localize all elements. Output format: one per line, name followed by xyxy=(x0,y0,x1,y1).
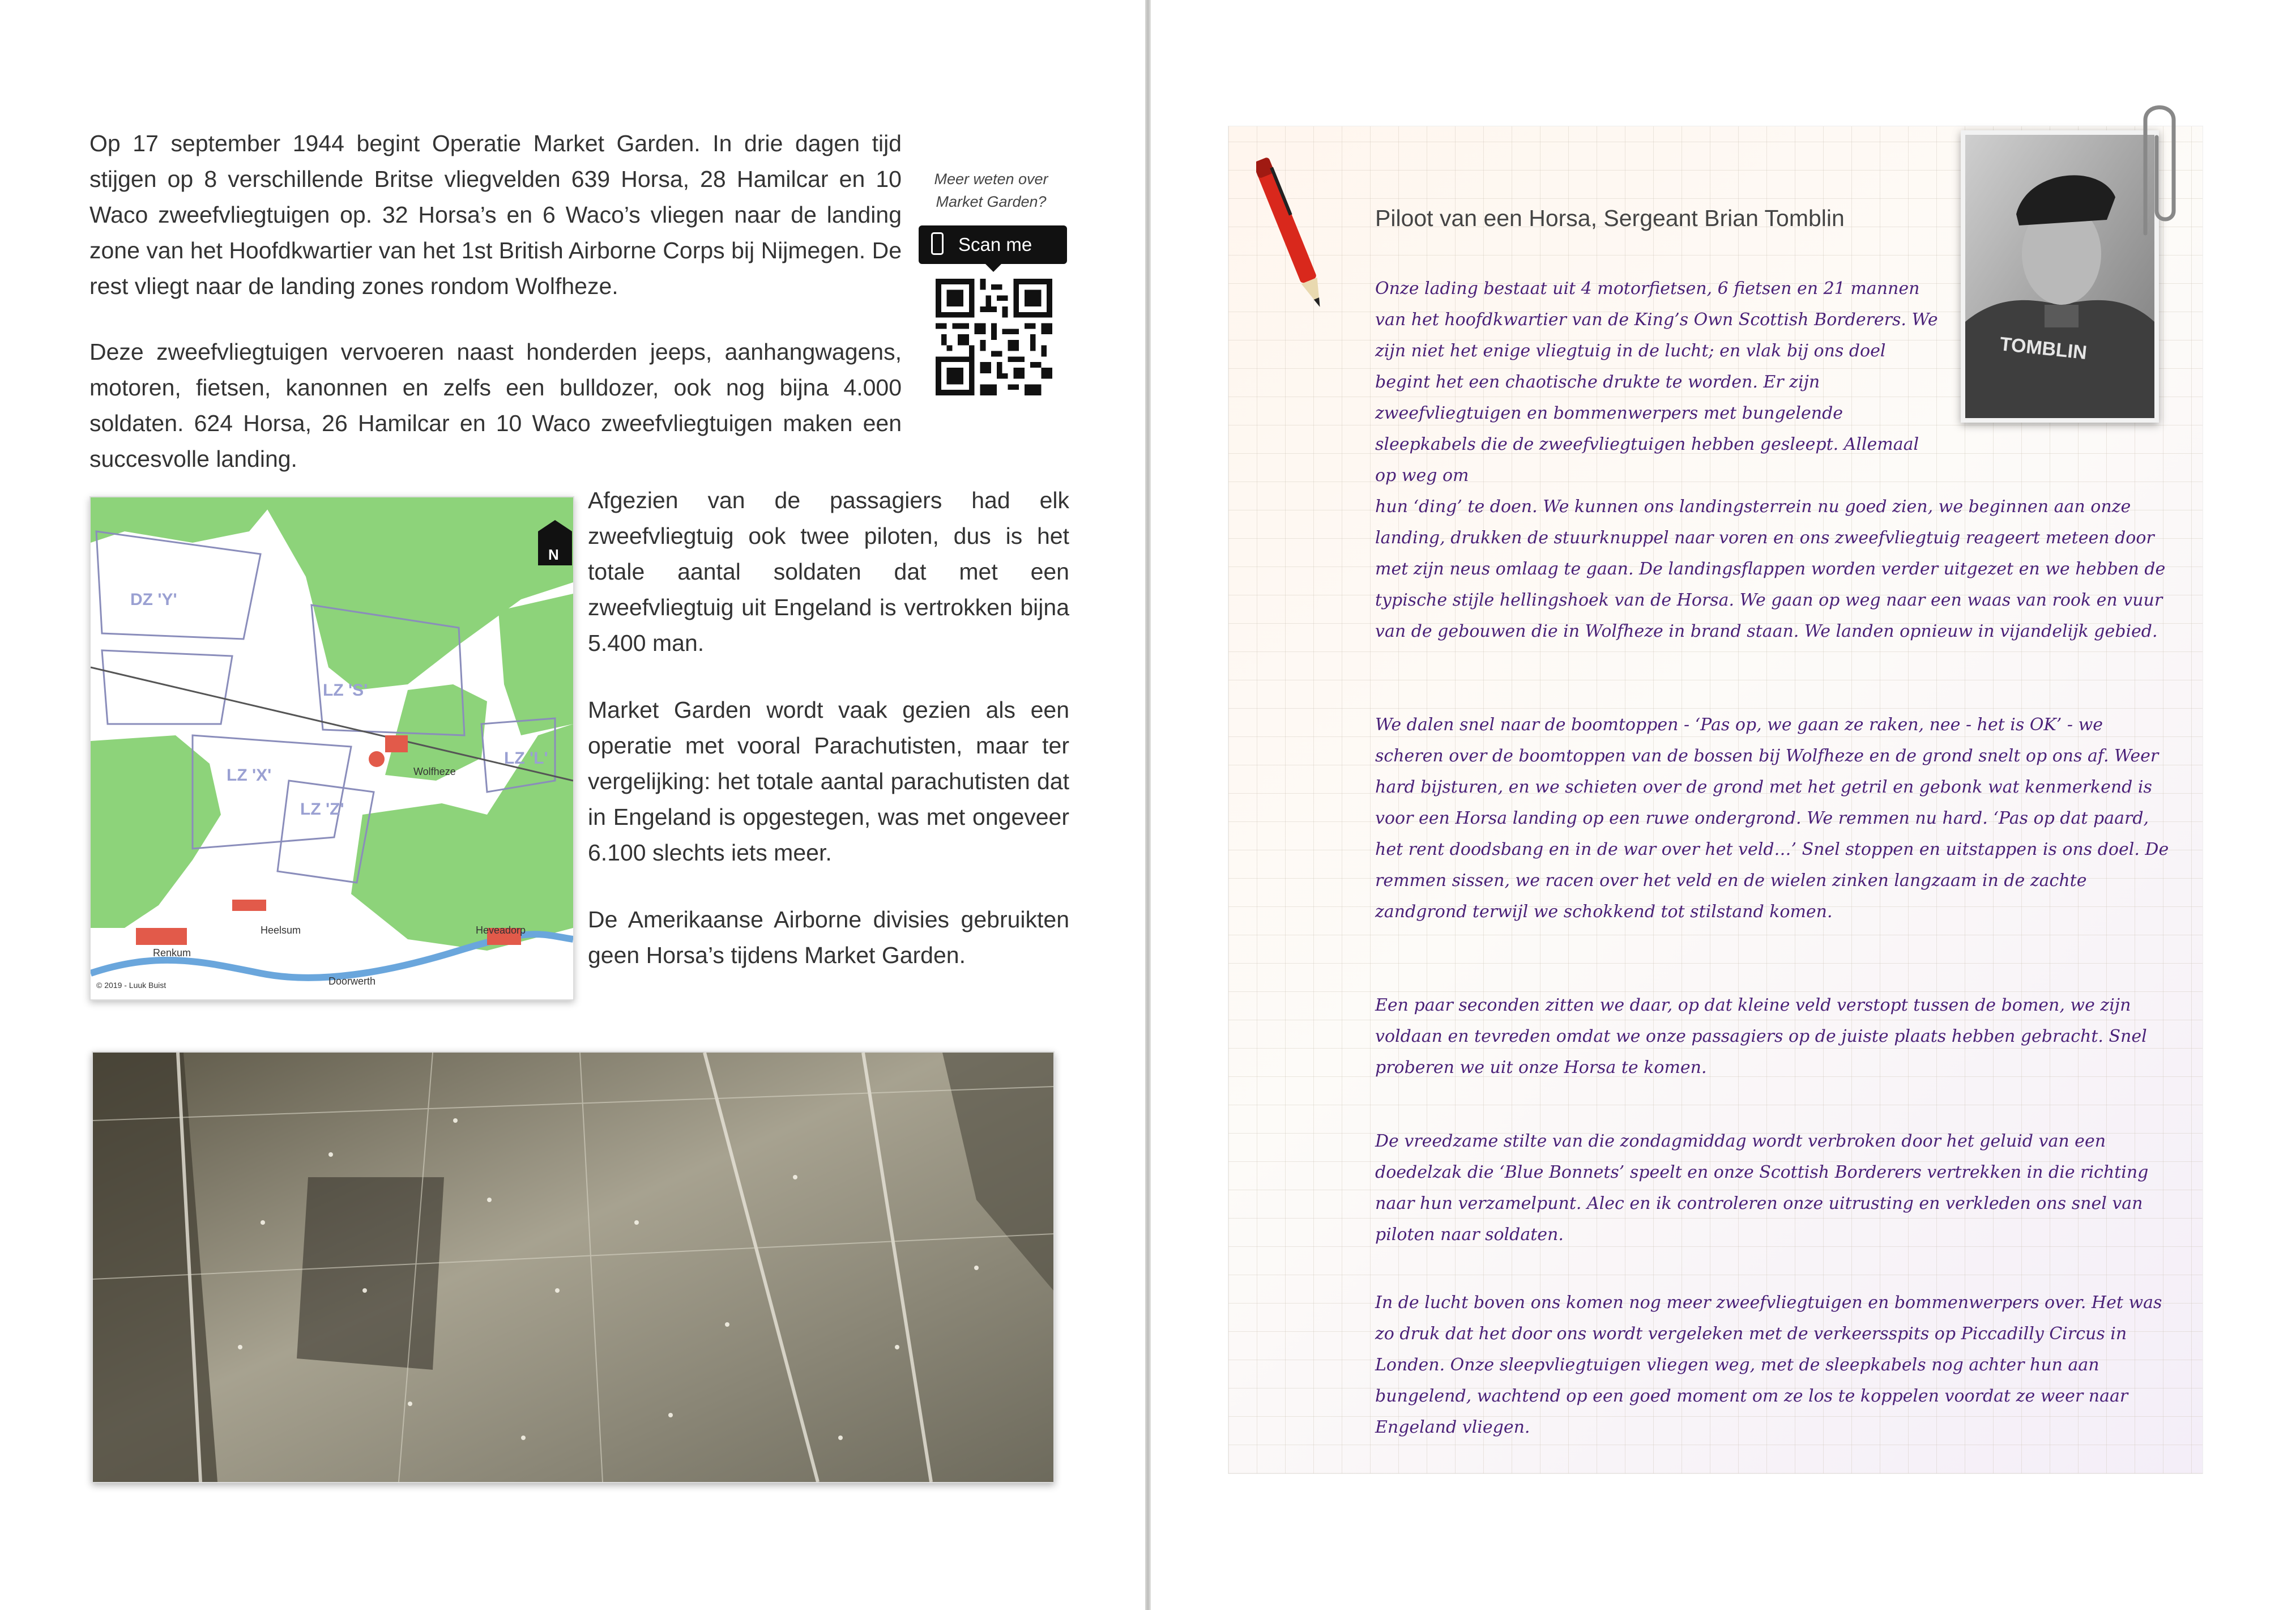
portrait-name-tag: TOMBLIN xyxy=(1999,333,2088,364)
place-label-heveadorp: Heveadorp xyxy=(476,925,526,936)
pilots-paragraph: Afgezien van de passagiers had elk zweefvliegtuig ook twee piloten, dus is het totale aantal soldaten dat met een zweefvliegtuig uit Engeland is vertrokken bijna 5.400 man. xyxy=(588,487,1069,656)
qr-code[interactable] xyxy=(936,279,1052,395)
story-paragraph-1b: hun ‘ding’ te doen. We kunnen ons landingsterrein nu goed zien, we beginnen aan onze landing, drukken de stuurknuppel naar voren en ons zweefvliegtuig reageert meteen door met zijn neus omlaag te gaan. De landingsflappen worden verder uitgezet en we hebben de typische stijle hellingshoek van de Horsa. We gaan op weg naar een waas van rook en vuur van de gebouwen die in Wolfheze in brand staan. We landen opnieuw in vijandelijk gebied. xyxy=(1375,497,2166,641)
aerial-landing-photo xyxy=(92,1051,1055,1483)
place-label-heelsum: Heelsum xyxy=(261,925,301,936)
map-copyright: © 2019 - Luuk Buist xyxy=(96,981,167,990)
zone-label-lz-s: LZ 'S' xyxy=(323,681,368,700)
pilot-portrait-photo xyxy=(1961,130,2159,423)
intro-paragraph: Op 17 september 1944 begint Operatie Market Garden. In drie dagen tijd stijgen op 8 verschillende Britse vliegvelden 639 Horsa, 28 Hamilcar en 10 Waco zweefvliegtuigen op. 32 Horsa’s en 6 Waco’s vliegen naar de landing zone van het Hoofdkwartier van het 1st British Airborne Corps bij Nijmegen. De rest vliegt naar de landing zones rondom Wolfheze. xyxy=(89,130,902,299)
paperclip-icon xyxy=(2134,97,2185,239)
phone-icon xyxy=(931,232,944,255)
zone-label-lz-z: LZ 'Z' xyxy=(300,800,344,819)
story-paragraph-5: In de lucht boven ons komen nog meer zweefvliegtuigen en bommenwerpers over. Het was zo druk dat het door ons wordt vergeleken met de verkeersspits op Piccadilly Circus in Londen. Onze sleepvliegtuigen vliegen weg, met de sleepkabels nog achter hun aan bungelend, wachtend op een goed moment om ze los te koppelen voordat ze weer naar Engeland vliegen. xyxy=(1375,1293,2162,1437)
north-label: N xyxy=(548,546,559,563)
place-label-wolfheze: Wolfheze xyxy=(413,766,456,777)
story-paragraph-4: De vreedzame stilte van die zondagmiddag wordt verbroken door het geluid van een doedelzak die ‘Blue Bonnets’ speelt en onze Scottish Borderers vertrekken in die richting naar hun verzamelpunt. Alec en ik controleren onze uitrusting en verkleden ons snel van piloten naar soldaten. xyxy=(1375,1131,2149,1245)
scan-me-button[interactable] xyxy=(919,225,1067,264)
place-label-doorwerth: Doorwerth xyxy=(328,976,376,987)
transport-paragraph: Deze zweefvliegtuigen vervoeren naast honderden jeeps, aanhangwagens, motoren, fietsen, kanonnen en zelfs een bulldozer, ook nog bijna 4.000 soldaten. 624 Horsa, 26 Hamilcar en 10 Waco zweefvliegtuigen maken een succesvolle landing. xyxy=(89,339,902,472)
zone-label-lz-x: LZ 'X' xyxy=(227,766,272,785)
zone-label-lz-l: LZ 'L' xyxy=(504,749,548,768)
book-spine xyxy=(1145,0,1151,1610)
place-label-renkum: Renkum xyxy=(153,947,191,959)
landing-zones-map xyxy=(89,496,574,1000)
story-paragraph-2: We dalen snel naar de boomtoppen - ‘Pas op, we gaan ze raken, nee - het is OK’ - we scheren over de boomtoppen van de bossen bij Wolfheze en de grond snelt op ons af. Weer hard bijsturen, en we schieten over de grond met het getril en gebonk wat kenmerkend is voor een Horsa landing op een ruwe ondergrond. We remmen nu hard. ‘Pas op dat paard, het rent doodsbang en in de war over het veld…’ Snel stoppen en uitstappen is ons doel. De remmen sissen, we racen over het veld en de wielen zinken langzaam in de zachte zandgrond terwijl we schokkend tot stilstand komen. xyxy=(1375,715,2169,922)
scan-me-label: Scan me xyxy=(958,234,1032,255)
american-paragraph: De Amerikaanse Airborne divisies gebruikten geen Horsa’s tijdens Market Garden. xyxy=(588,906,1069,968)
story-paragraph-1a: Onze lading bestaat uit 4 motorfietsen, 6 fietsen en 21 mannen van het hoofdkwartier van de King’s Own Scottish Borderers. We zijn niet het enige vliegtuig in de lucht; en vlak bij ons doel begint het een chaotische drukte te worden. Er zijn zweefvliegtuigen en bommenwerpers met bungelende sleepkabels die de zweefvliegtuigen hebben gesleept. Allemaal op weg om xyxy=(1375,279,1938,485)
pen-icon xyxy=(1256,148,1324,318)
qr-caption: Meer weten over Market Garden? xyxy=(934,171,1048,210)
story-paragraph-3: Een paar seconden zitten we daar, op dat kleine veld verstopt tussen de bomen, we zijn voldaan en tevreden omdat we onze passagiers op de juiste plaats hebben gebracht. Snel proberen we uit onze Horsa te komen. xyxy=(1375,995,2147,1077)
story-title: Piloot van een Horsa, Sergeant Brian Tomblin xyxy=(1375,205,1845,231)
parachutists-paragraph: Market Garden wordt vaak gezien als een operatie met vooral Parachutisten, maar ter vergelijking: het totale aantal parachutisten dat in Engeland is opgestegen, was met ongeveer 6.100 slechts iets meer. xyxy=(588,697,1069,866)
zone-label-dz-y: DZ 'Y' xyxy=(130,590,177,609)
